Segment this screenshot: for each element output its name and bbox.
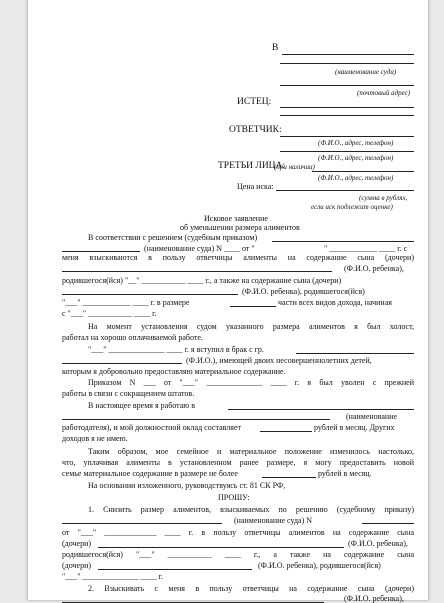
amount-line (262, 477, 316, 478)
body-line-18b: рублей в месяц. Других (314, 423, 395, 432)
court-name-line (282, 54, 414, 55)
third-parties-note: (при наличии) (274, 163, 315, 171)
document-subtitle: об уменьшении размера алиментов (180, 223, 300, 232)
defendant-label: ОТВЕТЧИК: (229, 125, 282, 135)
claim-price-line (276, 190, 414, 191)
claim-price-caption-2: если иск подлежит оценке) (311, 203, 393, 211)
body-line-08: с "___" ___________ ____ г. (62, 309, 157, 318)
to-prefix: В (272, 43, 279, 53)
court-address-caption: (почтовый адрес) (357, 89, 411, 97)
court-fill-line-2 (62, 251, 140, 252)
court-fill-line (272, 241, 414, 242)
defendant-caption: (Ф.И.О., адрес, телефон) (318, 139, 394, 147)
third-parties-label: ТРЕТЬИ ЛИЦА: (218, 161, 286, 171)
body-line-11: "___" ______________ ____ г. я вступил в брак с гр. (88, 345, 264, 354)
body-line-03: меня взыскиваются в пользу ответчицы алименты на содержание сына (дочери) (62, 253, 414, 262)
share-line (230, 306, 276, 307)
plaintiff-line (280, 107, 414, 108)
spouse-name-line-2 (62, 363, 182, 364)
spouse-name-line (296, 353, 414, 354)
document-page (28, 0, 428, 603)
body-line-10: работал на хорошо оплачиваемой работе. (62, 333, 203, 342)
body-line-18a: работодателя), и мой должностной оклад составляет (62, 423, 242, 432)
request-heading: ПРОШУ: (218, 493, 250, 502)
body-line-15: работы в связи с сокращением штатов. (62, 389, 195, 398)
court-name-line-2 (280, 63, 414, 64)
defendant-caption-2: (Ф.И.О., адрес, телефон) (318, 154, 394, 162)
body-line-25: 1. Снизить размер алиментов, взыскиваемых по решению (судебному приказу) (88, 505, 414, 514)
court-caption: (наименование суда) (335, 68, 397, 76)
body-line-04: (Ф.И.О. ребенка), (344, 264, 404, 273)
body-line-07a: "___" ____________ ____ г. в размере (62, 298, 190, 307)
body-line-05: родившегося(йся) "__" ___________ ____ г., а также на содержание сына (дочери) (62, 276, 342, 285)
body-line-17: (наименование (346, 412, 398, 421)
body-line-32: 2. Взыскивать с меня в пользу ответчицы на содержание сына (дочери) (88, 584, 414, 593)
third-parties-caption: (Ф.И.О., адрес, телефон) (318, 174, 394, 182)
body-line-28b: (Ф.И.О. ребенка), (348, 539, 408, 548)
body-line-33: (Ф.И.О. ребенка), (344, 594, 404, 603)
employer-line-2 (62, 419, 330, 420)
body-line-22b: рублей в месяц. (318, 469, 372, 478)
child-name-line (62, 271, 332, 272)
body-line-28a: (дочери) (62, 539, 92, 548)
body-line-31: "___" ______________ ____ г. (62, 572, 163, 581)
third-parties-line (312, 171, 414, 172)
body-line-19: доходов я не имею. (62, 434, 128, 443)
body-line-26: (наименование суда) N (234, 516, 313, 525)
body-line-14: Приказом N ___ от "___" ______________ ____ г. я был уволен с прежней (88, 378, 414, 387)
plaintiff-label: ИСТЕЦ: (237, 97, 272, 107)
body-line-29: родившегося(йся) "___" ___________ ____ г., а также на содержание сына (62, 550, 414, 559)
body-line-22: семье материальное содержание в размере не более (62, 469, 238, 478)
document-title: Исковое заявление (204, 214, 268, 223)
body-line-30b: (Ф.И.О. ребенка), родившегося(йся) (258, 561, 381, 570)
body-line-21: что, уплачивая алименты в установленном ранее размере, я могу предоставить новой (62, 458, 414, 467)
court-address-line (280, 85, 414, 86)
body-line-01: В соответствии с решением (судебным приказом) (88, 233, 258, 242)
body-line-07b: части всех видов дохода, начиная (278, 298, 392, 307)
employer-line (228, 409, 414, 410)
salary-line (260, 431, 312, 432)
body-line-20: Таким образом, мое семейное и материальное положение изменилось настолько, (88, 447, 414, 456)
child4-name-line (98, 569, 252, 570)
body-line-06: (Ф.И.О. ребенка), родившегося(йся) (242, 287, 365, 296)
body-line-30a: (дочери) (62, 561, 92, 570)
claim-price-label: Цена иска: (237, 182, 274, 191)
body-line-23: На основании изложенного, руководствуясь ст. 81 СК РФ, (88, 481, 286, 490)
defendant-line-2 (280, 151, 414, 152)
body-line-02b: " ____________ ____ г. с (324, 244, 408, 253)
claim-price-caption-1: (сумма в рублях, (359, 194, 408, 202)
body-line-27: от "___" _____________ ____ г. в пользу ответчицы алиментов на содержание сына (62, 528, 414, 537)
body-line-16: В настоящее время я работаю в (88, 401, 196, 410)
decision-number-line (362, 523, 414, 524)
body-line-12: (Ф.И.О.), имеющей двоих несовершеннолетних детей, (186, 356, 372, 365)
defendant-line (280, 136, 414, 137)
child2-name-line (62, 294, 238, 295)
plaintiff-line-2 (280, 115, 414, 116)
court2-line (62, 523, 222, 524)
body-line-09: На момент установления судом указанного размера алиментов я был холост, (88, 322, 414, 331)
child3-name-line (98, 547, 344, 548)
body-line-13: которым я добровольно предоставляю материальное содержание. (62, 367, 286, 376)
body-line-02a: (наименование суда) N ____ от " (144, 244, 255, 253)
